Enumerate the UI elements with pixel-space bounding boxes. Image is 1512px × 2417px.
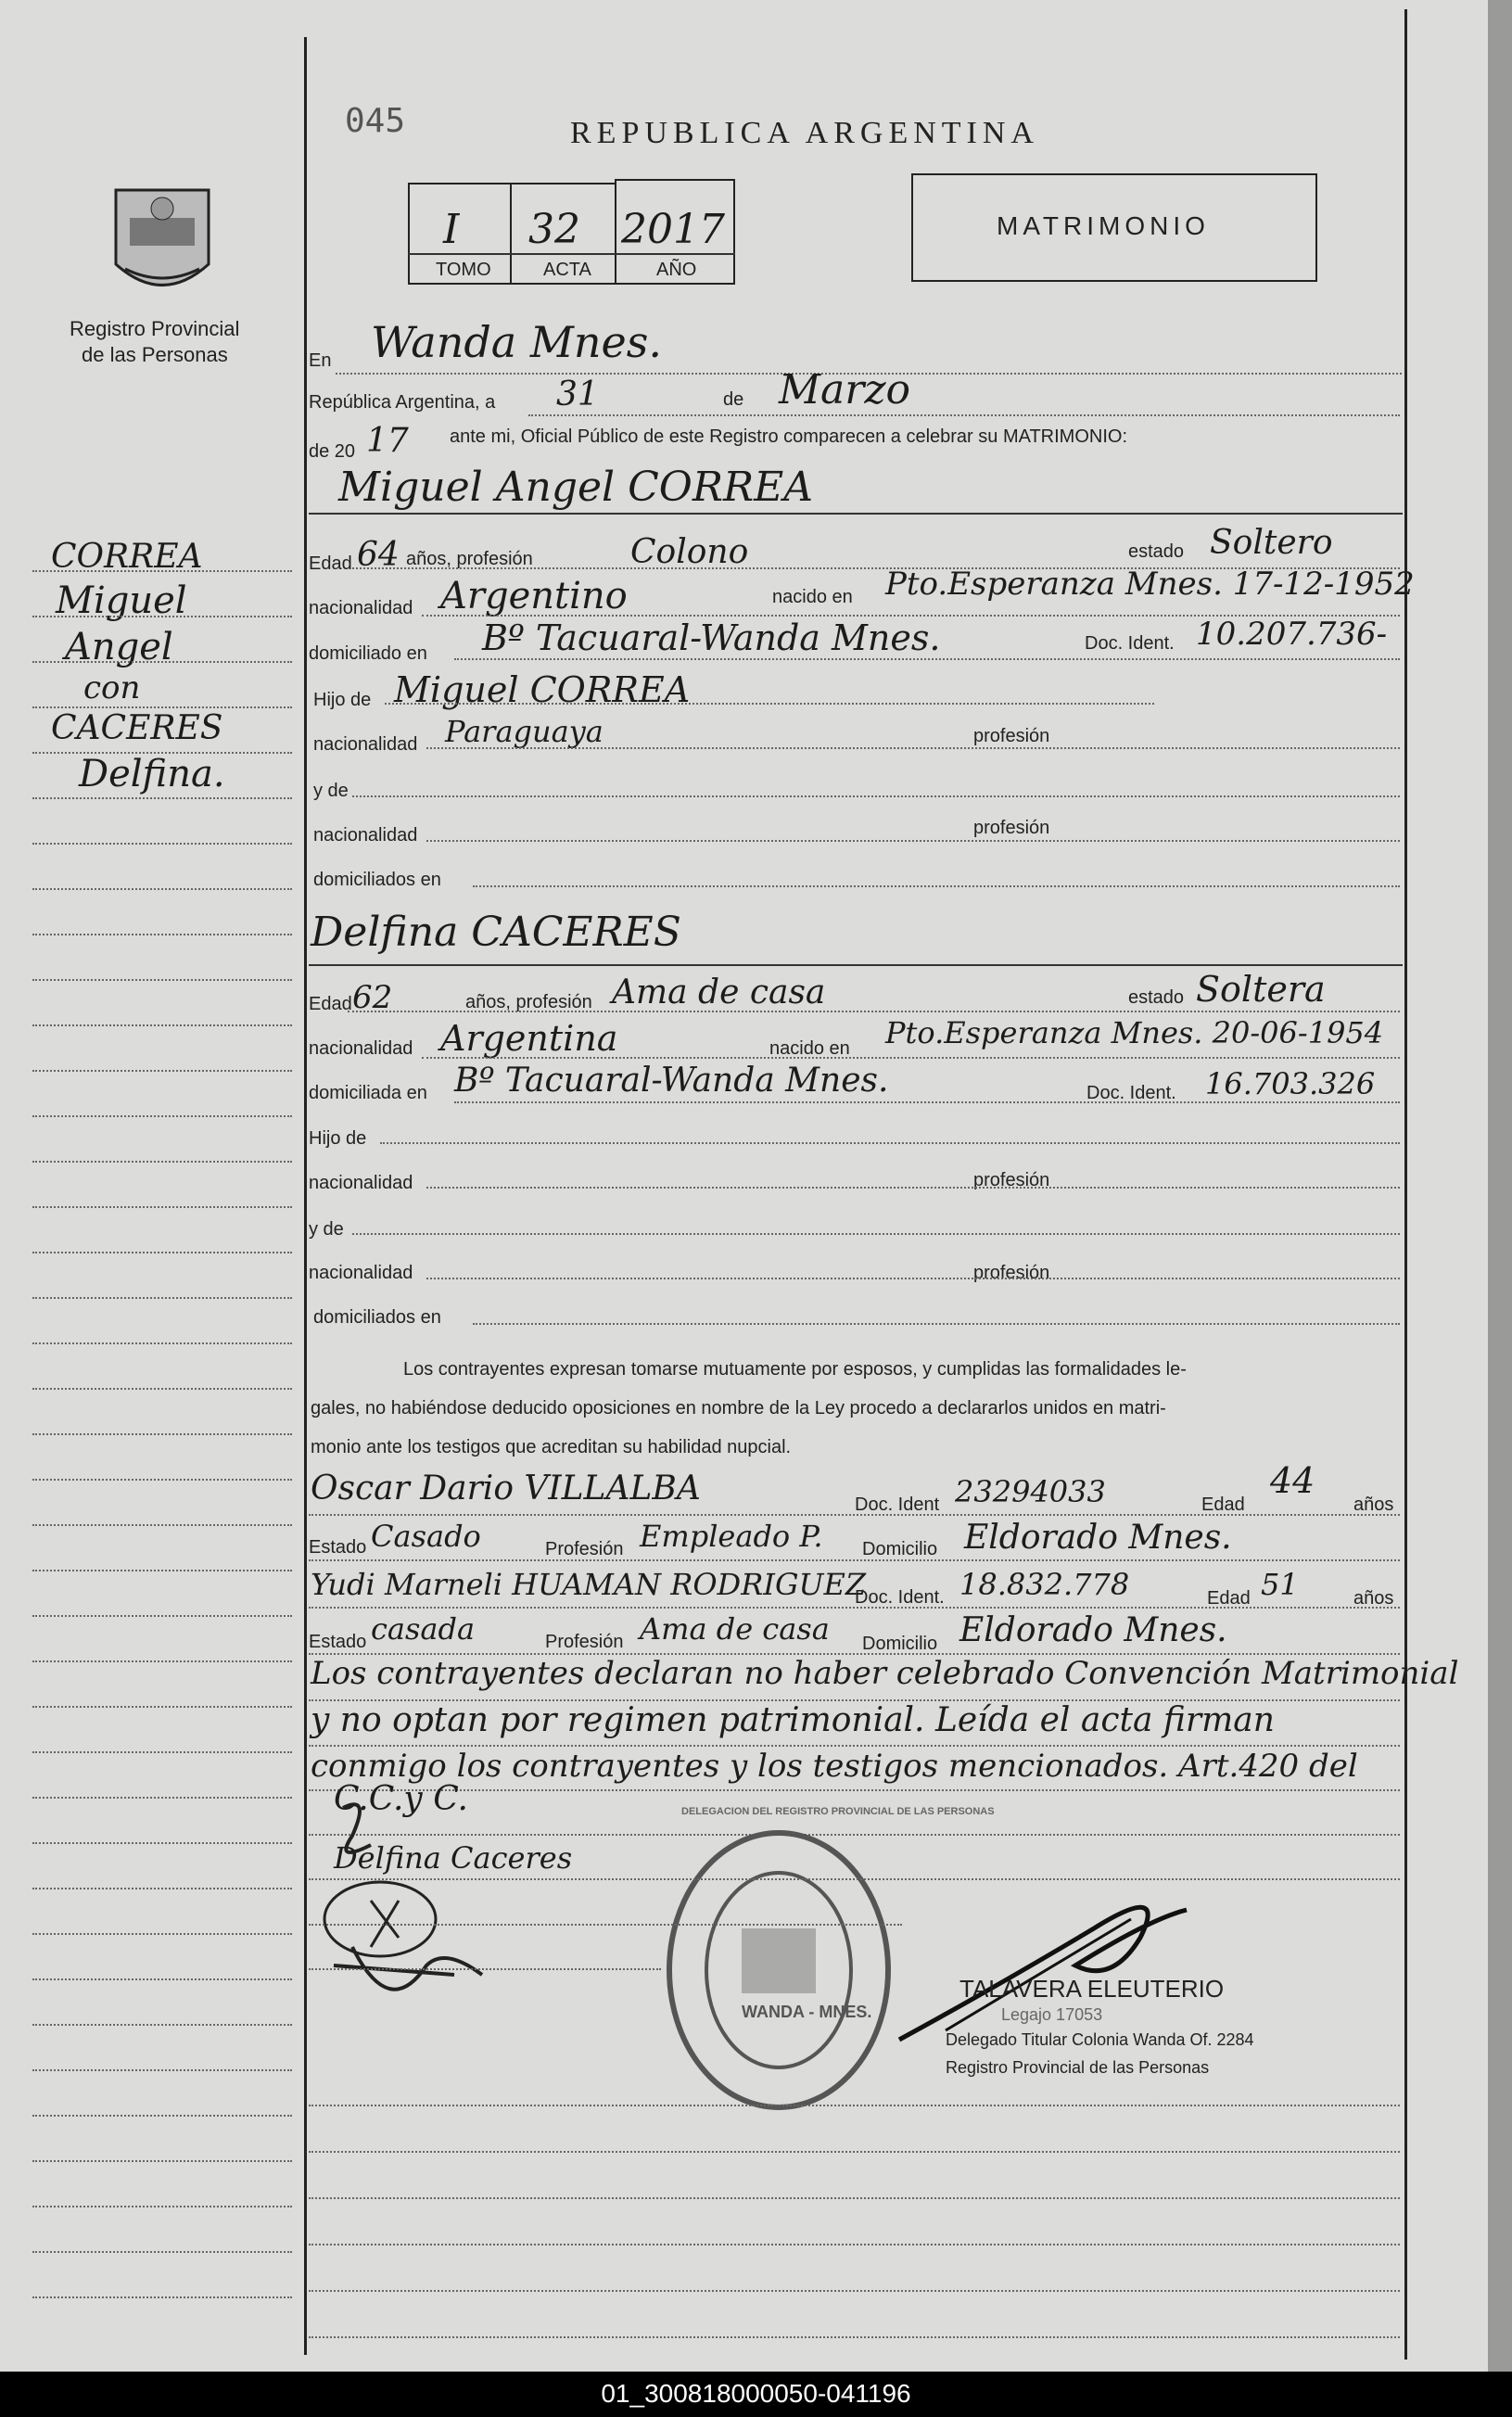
label-anos-w2: años xyxy=(1353,1588,1394,1609)
margin-ruled-line xyxy=(32,616,292,617)
bride-domicilio: Bº Tacuaral-Wanda Mnes. xyxy=(454,1062,889,1100)
year-suffix: 17 xyxy=(366,422,409,460)
label-nacionalidad-b: nacionalidad xyxy=(309,1038,413,1059)
divider xyxy=(309,513,1403,515)
margin-ruled-line xyxy=(32,843,292,845)
bride-edad: 62 xyxy=(352,979,393,1016)
witness2-name: Yudi Marneli HUAMAN RODRIGUEZ xyxy=(311,1567,867,1602)
official-registry: Registro Provincial de las Personas xyxy=(946,2058,1210,2077)
note-line4: C.C.y C. xyxy=(334,1780,468,1818)
margin-note-2: Miguel xyxy=(56,579,187,622)
official-name: TALAVERA ELEUTERIO xyxy=(959,1975,1225,2003)
label-hijo-b: Hijo de xyxy=(309,1128,367,1149)
margin-ruled-line xyxy=(32,570,292,572)
margin-ruled-line xyxy=(32,888,292,890)
witness2-edad: 51 xyxy=(1261,1567,1299,1602)
label-domicilio-w2: Domicilio xyxy=(862,1634,938,1654)
margin-ruled-line xyxy=(32,1342,292,1344)
label-profesion-b3: profesión xyxy=(973,1263,1050,1283)
margin-ruled-line xyxy=(32,752,292,754)
acta-value: 32 xyxy=(528,206,580,253)
margin-ruled-line xyxy=(32,2206,292,2207)
margin-note-5: CACERES xyxy=(51,709,223,747)
margin-ruled-line xyxy=(32,1161,292,1163)
margin-ruled-line xyxy=(32,1115,292,1117)
label-profesion: años, profesión xyxy=(406,549,533,569)
label-nacionalidad: nacionalidad xyxy=(309,598,413,618)
label-ante-mi: ante mi, Oficial Público de este Registro comparecen a celebrar su MATRIMONIO: xyxy=(450,426,1128,447)
registry-name-2: de las Personas xyxy=(82,343,228,366)
margin-ruled-line xyxy=(32,1070,292,1072)
label-de: de xyxy=(723,389,744,410)
tomo-value: I xyxy=(443,206,460,253)
label-nacido: nacido en xyxy=(772,587,853,607)
statement-line3: monio ante los testigos que acreditan su habilidad nupcial. xyxy=(311,1437,792,1457)
dots xyxy=(473,1323,1400,1325)
registry-name-1: Registro Provincial xyxy=(70,317,240,340)
dots xyxy=(454,1101,1400,1103)
label-profesion-w1: Profesión xyxy=(545,1539,624,1559)
witness2-profesion: Ama de casa xyxy=(640,1611,830,1647)
note-line3: conmigo los contrayentes y los testigos mencionados. Art.420 del xyxy=(311,1748,1358,1785)
label-doc-w1: Doc. Ident xyxy=(855,1495,940,1515)
label-hijo: Hijo de xyxy=(313,690,372,710)
label-profesion-3: profesión xyxy=(973,818,1050,838)
stamp-inner-text: WANDA - MNES. xyxy=(742,2003,872,2021)
dots xyxy=(309,2197,1400,2199)
groom-name: Miguel Angel CORREA xyxy=(338,464,813,511)
dots xyxy=(309,1924,902,1926)
dots xyxy=(473,885,1400,887)
label-edad-b: Edad xyxy=(309,994,352,1014)
box-divider xyxy=(408,253,735,255)
bride-nacido: Pto.Esperanza Mnes. 20-06-1954 xyxy=(885,1015,1384,1050)
witness1-edad: 44 xyxy=(1270,1460,1315,1501)
dots xyxy=(309,2290,1400,2292)
page-edge xyxy=(1488,0,1512,2372)
bride-nacionalidad: Argentina xyxy=(440,1018,618,1059)
margin-ruled-line xyxy=(32,706,292,708)
witness2-doc: 18.832.778 xyxy=(959,1567,1130,1602)
label-domicilio-w1: Domicilio xyxy=(862,1539,938,1559)
margin-ruled-line xyxy=(32,1433,292,1435)
label-domiciliado: domiciliado en xyxy=(309,643,427,664)
acta-label: ACTA xyxy=(543,260,591,280)
margin-note-3: Angel xyxy=(65,626,173,668)
label-edad-w2: Edad xyxy=(1207,1588,1251,1609)
margin-ruled-line xyxy=(32,661,292,663)
label-domiciliada: domiciliada en xyxy=(309,1083,427,1103)
label-doc-b: Doc. Ident. xyxy=(1086,1083,1176,1103)
label-nacionalidad-3: nacionalidad xyxy=(313,825,418,846)
margin-ruled-line xyxy=(32,2024,292,2026)
label-edad-w1: Edad xyxy=(1201,1495,1245,1515)
doc-number: 045 xyxy=(345,102,406,140)
witness1-profesion: Empleado P. xyxy=(640,1519,823,1554)
bride-estado: Soltera xyxy=(1196,969,1326,1010)
doc-type: MATRIMONIO xyxy=(997,211,1210,240)
label-y-de-b: y de xyxy=(309,1219,344,1240)
margin-ruled-line xyxy=(32,797,292,799)
dots xyxy=(309,2336,1400,2338)
margin-ruled-line xyxy=(32,1615,292,1617)
witness1-doc: 23294033 xyxy=(955,1474,1106,1509)
margin-ruled-line xyxy=(32,979,292,981)
margin-ruled-line xyxy=(32,2296,292,2298)
label-profesion-2: profesión xyxy=(973,726,1050,746)
label-domiciliados-b: domiciliados en xyxy=(313,1307,441,1328)
label-profesion-w2: Profesión xyxy=(545,1632,624,1652)
label-estado-b: estado xyxy=(1128,987,1185,1008)
groom-padre: Miguel CORREA xyxy=(394,669,691,710)
dots xyxy=(426,747,1400,749)
witness2-estado: casada xyxy=(371,1611,476,1647)
margin-ruled-line xyxy=(32,1660,292,1662)
divider xyxy=(309,964,1403,966)
anio-value: 2017 xyxy=(621,206,725,253)
margin-ruled-line xyxy=(32,1024,292,1026)
label-edad: Edad xyxy=(309,553,352,574)
official-legajo: Legajo 17053 xyxy=(1001,2005,1103,2024)
bride-doc: 16.703.326 xyxy=(1205,1066,1376,1101)
margin-ruled-line xyxy=(32,1206,292,1208)
groom-edad: 64 xyxy=(357,536,400,574)
label-en: En xyxy=(309,350,332,371)
label-profesion-b: años, profesión xyxy=(465,992,592,1012)
dots xyxy=(309,1559,1400,1561)
dots xyxy=(380,1142,1400,1144)
label-estado-w1: Estado xyxy=(309,1537,367,1558)
statement-line1: Los contrayentes expresan tomarse mutuamente por esposos, y cumplidas las formalidades le- xyxy=(403,1359,1187,1380)
label-nacionalidad-b3: nacionalidad xyxy=(309,1263,413,1283)
dots xyxy=(454,658,1400,660)
bride-signature: Delfina Caceres xyxy=(334,1840,573,1876)
groom-nacionalidad: Argentino xyxy=(440,575,628,617)
dots xyxy=(309,1514,1400,1516)
label-nacionalidad-b2: nacionalidad xyxy=(309,1173,413,1193)
dots xyxy=(426,1278,1400,1279)
dots xyxy=(352,795,1400,797)
margin-ruled-line xyxy=(32,934,292,935)
dots xyxy=(426,840,1400,842)
bride-name: Delfina CACERES xyxy=(311,909,681,956)
margin-ruled-line xyxy=(32,2251,292,2253)
groom-padre-nac: Paraguaya xyxy=(445,714,604,749)
dots xyxy=(309,1878,1400,1880)
margin-ruled-line xyxy=(32,1888,292,1889)
margin-ruled-line xyxy=(32,1751,292,1753)
margin-ruled-line xyxy=(32,2069,292,2071)
dots xyxy=(309,1745,1400,1747)
label-nacido-b: nacido en xyxy=(769,1038,850,1059)
witness2-domicilio: Eldorado Mnes. xyxy=(959,1611,1227,1649)
official-stamp-icon xyxy=(663,1826,895,2114)
dots xyxy=(309,2151,1400,2153)
dots xyxy=(309,2244,1400,2245)
dots xyxy=(422,1057,1400,1059)
margin-ruled-line xyxy=(32,1388,292,1390)
margin-line-left xyxy=(304,37,307,2355)
dots xyxy=(309,1607,1400,1609)
dots xyxy=(309,1968,661,1970)
margin-note-1: CORREA xyxy=(51,538,203,576)
label-anos-w1: años xyxy=(1353,1495,1394,1515)
margin-ruled-line xyxy=(32,1933,292,1935)
witness1-name: Oscar Dario VILLALBA xyxy=(311,1469,701,1507)
bride-profesion: Ama de casa xyxy=(612,973,826,1011)
province-emblem-icon xyxy=(107,181,218,306)
label-estado: estado xyxy=(1128,541,1185,562)
groom-doc: 10.207.736- xyxy=(1196,616,1388,653)
witness1-estado: Casado xyxy=(371,1519,481,1554)
dots xyxy=(309,2105,1400,2106)
label-y-de: y de xyxy=(313,781,349,801)
label-nacionalidad-2: nacionalidad xyxy=(313,734,418,755)
dots xyxy=(528,414,1400,416)
dots xyxy=(352,1233,1400,1235)
margin-ruled-line xyxy=(32,1570,292,1571)
label-doc: Doc. Ident. xyxy=(1085,633,1175,654)
day: 31 xyxy=(556,375,599,413)
dots xyxy=(385,703,1154,705)
groom-domicilio: Bº Tacuaral-Wanda Mnes. xyxy=(482,617,941,658)
margin-note-4: con xyxy=(83,669,141,706)
groom-signature-icon xyxy=(315,1789,501,2030)
anio-label: AÑO xyxy=(656,260,697,280)
margin-ruled-line xyxy=(32,1252,292,1253)
label-profesion-b2: profesión xyxy=(973,1170,1050,1190)
label-republica: República Argentina, a xyxy=(309,392,496,413)
margin-ruled-line xyxy=(32,1706,292,1708)
margin-ruled-line xyxy=(32,1797,292,1799)
margin-note-6: Delfina. xyxy=(79,753,225,795)
label-domiciliados: domiciliados en xyxy=(313,870,441,890)
label-de-20: de 20 xyxy=(309,441,356,462)
note-line1: Los contrayentes declaran no haber celebrado Convención Matrimonial xyxy=(311,1655,1459,1692)
dots xyxy=(426,1187,1400,1189)
dots xyxy=(348,1011,1400,1012)
groom-estado: Soltero xyxy=(1210,524,1333,562)
country-title: REPUBLICA ARGENTINA xyxy=(570,116,1039,150)
groom-nacido: Pto.Esperanza Mnes. 17-12-1952 xyxy=(885,566,1415,603)
margin-ruled-line xyxy=(32,1978,292,1980)
margin-ruled-line xyxy=(32,2115,292,2117)
margin-ruled-line xyxy=(32,2160,292,2162)
margin-ruled-line xyxy=(32,1297,292,1299)
margin-line-right xyxy=(1404,9,1407,2360)
margin-ruled-line xyxy=(32,1524,292,1526)
tomo-label: TOMO xyxy=(436,260,491,280)
place: Wanda Mnes. xyxy=(371,317,663,367)
month: Marzo xyxy=(779,366,910,413)
margin-ruled-line xyxy=(32,1479,292,1481)
note-line2: y no optan por regimen patrimonial. Leída el acta firman xyxy=(311,1701,1275,1739)
official-role: Delegado Titular Colonia Wanda Of. 2284 xyxy=(946,2030,1254,2049)
margin-ruled-line xyxy=(32,1842,292,1844)
label-estado-w2: Estado xyxy=(309,1632,367,1652)
witness1-domicilio: Eldorado Mnes. xyxy=(964,1519,1232,1557)
statement-line2: gales, no habiéndose deducido oposiciones en nombre de la Ley procedo a declararlos unidos en matri- xyxy=(311,1398,1166,1418)
groom-profesion: Colono xyxy=(630,533,749,571)
footer-id: 01_300818000050-041196 xyxy=(601,2379,911,2408)
stamp-outer-text: DELEGACION DEL REGISTRO PROVINCIAL DE LAS PERSONAS xyxy=(681,1806,995,1817)
label-doc-w2: Doc. Ident. xyxy=(855,1587,945,1608)
